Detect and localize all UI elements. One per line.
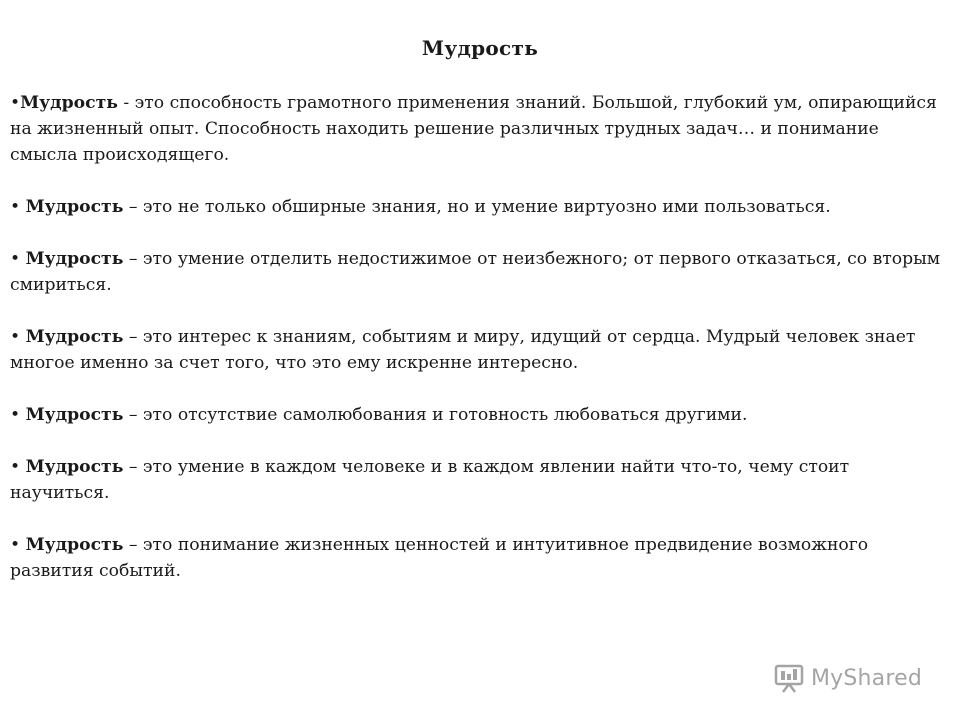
watermark-text: MyShared <box>810 665 922 691</box>
definition-term: Мудрость <box>25 405 124 425</box>
bullet: • <box>10 197 26 217</box>
definition-item <box>10 324 945 376</box>
definition-term: Мудрость <box>25 327 124 347</box>
definition-text: – это интерес к знаниям, событиям и миру, идущий от сердца. Мудрый человек знает многое именно за счет того, что это ему искренне интересно. <box>10 327 916 373</box>
definition-term: Мудрость <box>25 249 124 269</box>
definition-item <box>10 194 945 220</box>
bullet: • <box>10 405 26 425</box>
definition-text: – это умение отделить недостижимое от неизбежного; от первого отказаться, со вторым смириться. <box>10 249 941 295</box>
definition-item <box>10 90 945 168</box>
definition-text: – это отсутствие самолюбования и готовность любоваться другими. <box>123 405 748 425</box>
definition-term: Мудрость <box>25 535 124 555</box>
bullet: • <box>10 249 26 269</box>
definition-term: Мудрость <box>20 93 118 113</box>
definition-item <box>10 532 945 584</box>
definition-term: Мудрость <box>25 197 124 217</box>
bullet: • <box>10 535 26 555</box>
definition-list <box>10 90 945 610</box>
definition-text: – это понимание жизненных ценностей и интуитивное предвидение возможного развития событий. <box>10 535 869 581</box>
watermark-logo <box>773 662 922 694</box>
slide-title: Мудрость <box>421 36 539 60</box>
definition-text: - это способность грамотного применения знаний. Большой, глубокий ум, опирающийся на жизненный опыт. Способность находить решение различных трудных задач… и понимание смысла происходящего. <box>10 93 937 165</box>
definition-text: – это умение в каждом человеке и в каждом явлении найти что-то, чему стоит научиться. <box>10 457 850 503</box>
definition-item <box>10 454 945 506</box>
bullet: • <box>10 93 21 113</box>
bullet: • <box>10 457 26 477</box>
definition-item <box>10 402 945 428</box>
bullet: • <box>10 327 26 347</box>
presentation-board-icon <box>773 662 805 694</box>
definition-item <box>10 246 945 298</box>
definition-text: – это не только обширные знания, но и умение виртуозно ими пользоваться. <box>123 197 831 217</box>
definition-term: Мудрость <box>25 457 124 477</box>
